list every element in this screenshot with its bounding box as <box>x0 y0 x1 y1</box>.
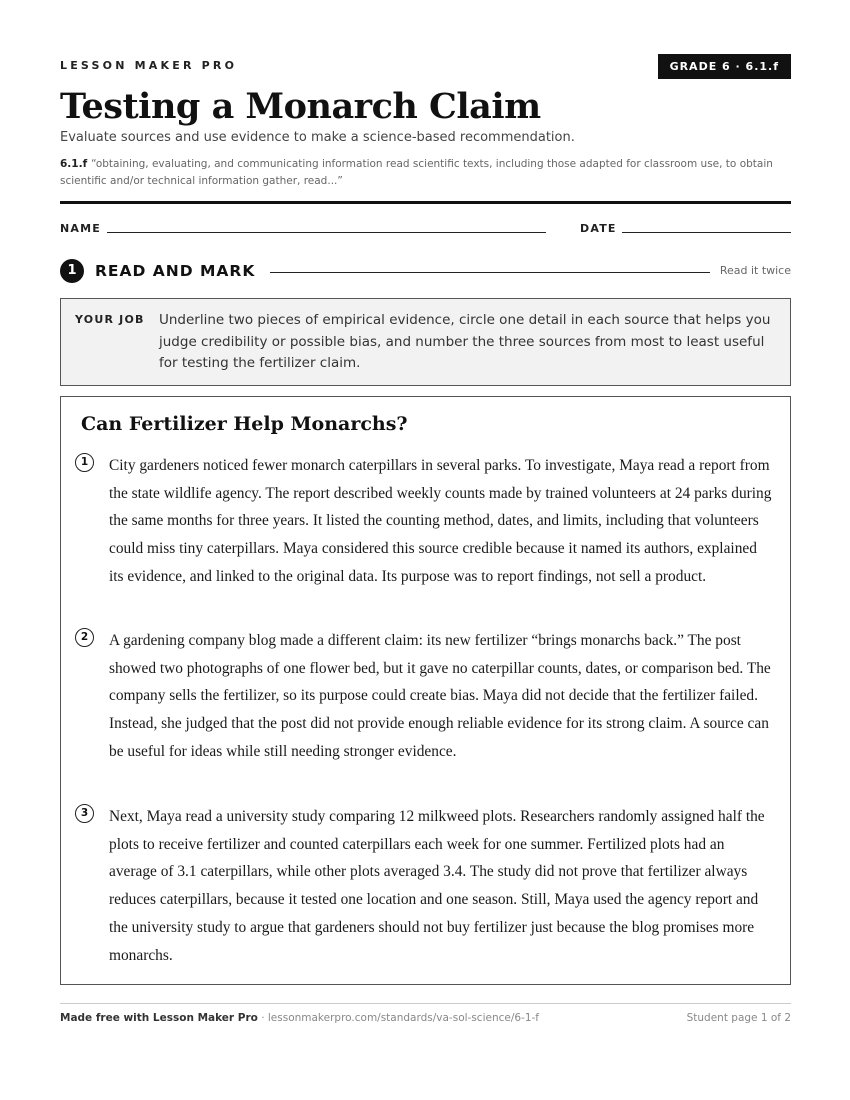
paragraph-text-3: Next, Maya read a university study comparing 12 milkweed plots. Researchers randomly assigned half the plots to receive fertilizer and counted caterpillars each week for one summer. Fertilized plots had an average of 3.1 caterpillars, while other plots averaged 3.4. The study did not prove that fertilizer always reduces caterpillars, because it tested one location and one season. Still, Maya used the agency report and the university study to argue that gardeners should not buy fertilizer just because the blog promises more monarchs. <box>109 808 765 964</box>
reading-passage <box>60 396 791 985</box>
page-title: Testing a Monarch Claim <box>60 86 541 127</box>
standard-description <box>60 156 791 190</box>
footer-divider <box>60 1003 791 1004</box>
your-job-label: YOUR JOB <box>75 313 145 326</box>
header-divider <box>60 201 791 204</box>
paragraph-text-2: A gardening company blog made a different claim: its new fertilizer “brings monarchs back.” The post showed two photographs of one flower bed, but it gave no caterpillar counts, dates, or comparison bed. The company sells the fertilizer, so its purpose could create bias. Maya did not decide that the fertilizer failed. Instead, she judged that the post did not provide enough reliable evidence for its strong claim. A source can be useful for ideas while still needing stronger evidence. <box>109 632 771 760</box>
footer-page-number: Student page 1 of 2 <box>686 1012 791 1024</box>
date-label: DATE <box>580 222 617 235</box>
brand-name: LESSON MAKER PRO <box>60 59 238 72</box>
worksheet-page <box>60 0 791 1100</box>
section-number-badge: 1 <box>60 259 84 283</box>
paragraph-text-1: City gardeners noticed fewer monarch caterpillars in several parks. To investigate, Maya read a report from the state wildlife agency. The report described weekly counts made by trained volunteers at 24 parks during the same months for three years. It listed the counting method, dates, and limits, including that volunteers could miss tiny caterpillars. Maya considered this source credible because it named its authors, explained its evidence, and linked to the original data. Its purpose was to report findings, not sell a product. <box>109 457 772 585</box>
footer-credit <box>60 1012 539 1024</box>
standard-code: 6.1.f <box>60 158 88 170</box>
section-divider <box>270 272 710 273</box>
footer-url[interactable]: · lessonmakerpro.com/standards/va-sol-science/6-1-f <box>257 1012 540 1024</box>
grade-badge: GRADE 6 · 6.1.f <box>658 54 791 79</box>
paragraph-number-2: 2 <box>75 628 94 647</box>
footer-maker: Made free with Lesson Maker Pro <box>60 1012 258 1024</box>
name-label: NAME <box>60 222 101 235</box>
date-field[interactable] <box>622 232 791 233</box>
your-job-box <box>60 298 791 386</box>
section-title: READ AND MARK <box>95 262 256 280</box>
reading-title: Can Fertilizer Help Monarchs? <box>81 413 408 435</box>
name-field[interactable] <box>107 232 546 233</box>
paragraph-number-3: 3 <box>75 804 94 823</box>
paragraph-number-1: 1 <box>75 453 94 472</box>
section-note: Read it twice <box>719 264 791 277</box>
standard-text: “obtaining, evaluating, and communicating information read scientific texts, including those adapted for classroom use, to obtain scientific and/or technical information gather, read...” <box>60 158 773 187</box>
your-job-text: Underline two pieces of empirical evidence, circle one detail in each source that helps you judge credibility or possible bias, and number the three sources from most to least useful for testing the fertilizer claim. <box>159 312 771 371</box>
page-subtitle: Evaluate sources and use evidence to make a science-based recommendation. <box>60 130 575 145</box>
